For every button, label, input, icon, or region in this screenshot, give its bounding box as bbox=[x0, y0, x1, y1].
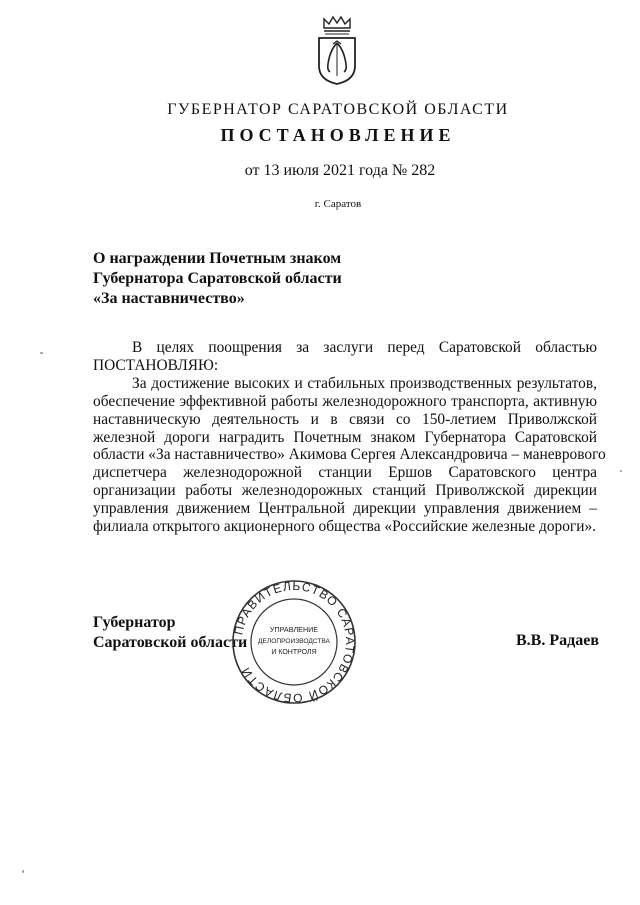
body-line: За достижение высоких и стабильных производственных результатов, bbox=[132, 374, 597, 392]
document-type-title: ПОСТАНОВЛЕНИЕ bbox=[220, 125, 456, 145]
signatory-title bbox=[93, 613, 247, 653]
body-line: управления движением Центральной дирекции управления движением – bbox=[93, 500, 597, 518]
scan-speck bbox=[22, 870, 24, 873]
body-line: диспетчера железнодорожной станции Ершов Саратовского центра bbox=[93, 464, 597, 482]
subject-line: Губернатора Саратовской области bbox=[93, 270, 342, 287]
signatory-name: В.В. Радаев bbox=[516, 632, 599, 649]
stamp-inner-line: ДЕЛОПРОИЗВОДСТВА bbox=[258, 638, 330, 645]
body-line: области «За наставничество» Акимова Сергея Александровича – маневрового bbox=[93, 446, 606, 464]
stamp-inner-line: И КОНТРОЛЯ bbox=[271, 649, 317, 656]
body-line-decree: ПОСТАНОВЛЯЮ: bbox=[93, 356, 219, 374]
official-stamp bbox=[230, 578, 358, 706]
document-date-number: от 13 июля 2021 года № 282 bbox=[244, 162, 436, 179]
issuing-authority: ГУБЕРНАТОР САРАТОВСКОЙ ОБЛАСТИ bbox=[167, 101, 509, 118]
body-line: В целях поощрения за заслуги перед Саратовской областью bbox=[132, 339, 597, 356]
stamp-outer-text: ПРАВИТЕЛЬСТВО САРАТОВСКОЙ ОБЛАСТИ bbox=[231, 578, 358, 706]
stamp-inner-line: УПРАВЛЕНИЕ bbox=[269, 625, 319, 634]
body-line: организации работы железнодорожных станций Приволжской дирекции bbox=[93, 482, 597, 500]
body-line: обеспечение эффективной работы железнодорожного транспорта, активную bbox=[93, 392, 597, 410]
signatory-title-line: Губернатор bbox=[93, 614, 176, 631]
subject-line: «За наставничество» bbox=[93, 290, 245, 307]
document-subject bbox=[93, 249, 342, 309]
scan-speck bbox=[620, 470, 622, 472]
document-body bbox=[93, 339, 606, 536]
subject-line: О награждении Почетным знаком bbox=[93, 250, 342, 267]
scan-speck bbox=[40, 352, 43, 354]
coat-of-arms-emblem bbox=[316, 14, 358, 86]
signatory-title-line: Саратовской области bbox=[93, 634, 248, 651]
body-line: филиала открытого акционерного общества «Российские железные дороги». bbox=[93, 518, 597, 536]
body-line: наставническую деятельность и в связи со 150-летием Приволжской bbox=[93, 410, 597, 428]
body-line: железной дороги наградить Почетным знаком Губернатора Саратовской bbox=[93, 428, 597, 446]
document-city: г. Саратов bbox=[314, 198, 362, 210]
